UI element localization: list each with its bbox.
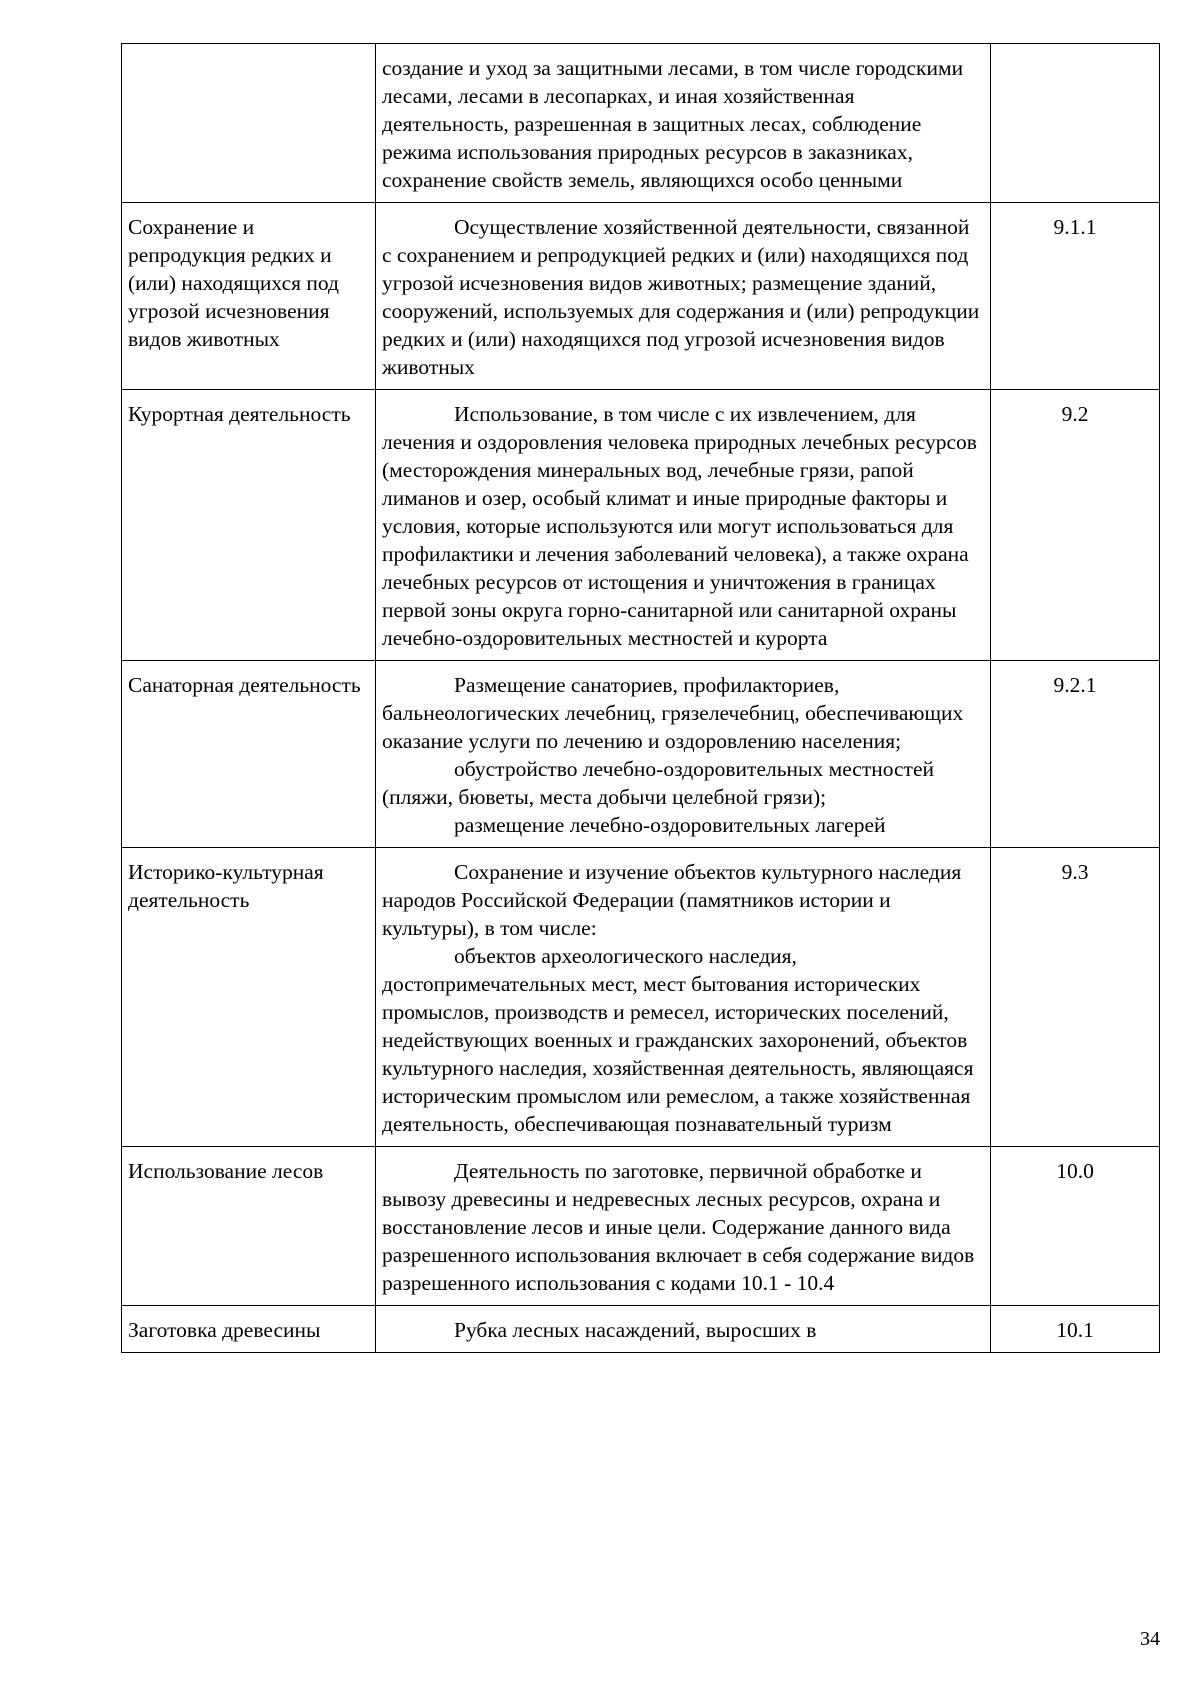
land-use-code: 9.1.1 [991, 203, 1160, 390]
description-paragraph: Осуществление хозяйственной деятельности, связанной с сохранением и репродукцией редких и (или) находящихся под угрозой исчезновения видов животных; размещение зданий, сооружений, используемых для содержания и (или) репродукции редких и (или) находящихся под угрозой исчезновения видов животных [382, 215, 985, 379]
land-use-table-body [122, 44, 1160, 1353]
table-row [122, 44, 1160, 203]
land-use-description [376, 1306, 991, 1353]
land-use-description [376, 390, 991, 661]
description-paragraph: создание и уход за защитными лесами, в том числе городскими лесами, лесами в лесопарках, и иная хозяйственная деятельность, разрешенная в защитных лесах, соблюдение режима использования природных ресурсов в заказниках, сохранение свойств земель, являющихся особо ценными [382, 56, 969, 192]
land-use-description [376, 203, 991, 390]
land-use-type-name: Использование лесов [122, 1147, 376, 1306]
description-paragraph: Размещение санаториев, профилакториев, бальнеологических лечебниц, грязелечебниц, обеспечивающих оказание услуги по лечению и оздоровлению населения; [382, 673, 969, 753]
land-use-description [376, 848, 991, 1147]
land-use-type-name: Историко-культурная деятельность [122, 848, 376, 1147]
land-use-type-name [122, 44, 376, 203]
land-use-description [376, 661, 991, 848]
description-paragraph: Сохранение и изучение объектов культурного наследия народов Российской Федерации (памятников истории и культуры), в том числе: [382, 860, 967, 940]
land-use-code: 9.3 [991, 848, 1160, 1147]
table-row [122, 661, 1160, 848]
description-paragraph: Использование, в том числе с их извлечением, для лечения и оздоровления человека природных лечебных ресурсов (месторождения минеральных вод, лечебные грязи, рапой лиманов и озер, особый климат и иные природные факторы и условия, которые используются или могут использоваться для профилактики и лечения заболеваний человека), а также охрана лечебных ресурсов от истощения и уничтожения в границах первой зоны округа горно-санитарной или санитарной охраны лечебно-оздоровительных местностей и курорта [382, 402, 983, 650]
land-use-type-name: Заготовка древесины [122, 1306, 376, 1353]
land-use-type-name: Курортная деятельность [122, 390, 376, 661]
land-use-table [121, 43, 1160, 1353]
land-use-type-name: Сохранение и репродукция редких и (или) находящихся под угрозой исчезновения видов животных [122, 203, 376, 390]
page-number: 34 [1140, 1628, 1160, 1650]
land-use-code: 9.2.1 [991, 661, 1160, 848]
description-paragraph: Деятельность по заготовке, первичной обработке и вывозу древесины и недревесных лесных ресурсов, охрана и восстановление лесов и иные цели. Содержание данного вида разрешенного использования включает в себя содержание видов разрешенного использования с кодами 10.1 - 10.4 [382, 1159, 980, 1295]
land-use-type-name: Санаторная деятельность [122, 661, 376, 848]
land-use-description [376, 44, 991, 203]
description-paragraph: Рубка лесных насаждений, выросших в [454, 1318, 817, 1342]
description-paragraph: объектов археологического наследия, достопримечательных мест, мест бытования исторических промыслов, производств и ремесел, исторических поселений, недействующих военных и гражданских захоронений, объектов культурного наследия, хозяйственная деятельность, являющаяся историческим промыслом или ремеслом, а также хозяйственная деятельность, обеспечивающая познавательный туризм [382, 944, 979, 1136]
land-use-code: 10.0 [991, 1147, 1160, 1306]
table-row [122, 390, 1160, 661]
land-use-code: 10.1 [991, 1306, 1160, 1353]
land-use-description [376, 1147, 991, 1306]
land-use-code [991, 44, 1160, 203]
table-row [122, 1147, 1160, 1306]
description-paragraph: размещение лечебно-оздоровительных лагерей [454, 813, 886, 837]
table-row [122, 1306, 1160, 1353]
table-row [122, 203, 1160, 390]
table-row [122, 848, 1160, 1147]
description-paragraph: обустройство лечебно-оздоровительных местностей (пляжи, бюветы, места добычи целебной грязи); [382, 757, 940, 809]
land-use-code: 9.2 [991, 390, 1160, 661]
